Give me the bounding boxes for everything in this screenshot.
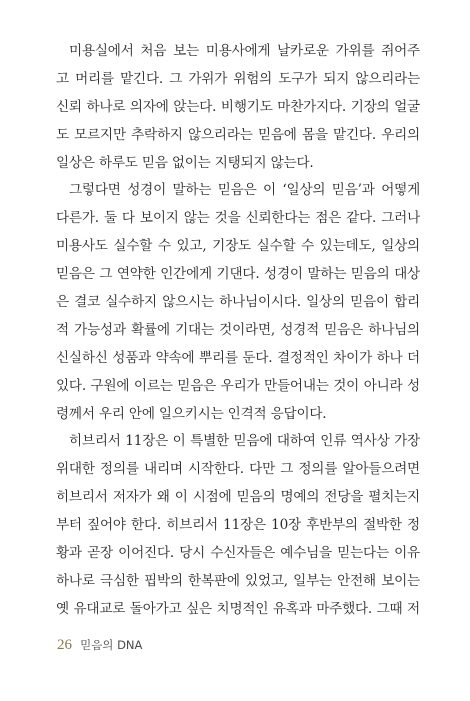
text-line: 히브리서 11장은 이 특별한 믿음에 대하여 인류 역사상 가장 [69, 433, 420, 450]
text-line: 고 머리를 맡긴다. 그 가위가 위험의 도구가 되지 않으리라는 [56, 70, 420, 87]
text-line: 미용실에서 처음 보는 미용사에게 날카로운 가위를 쥐어주 [69, 43, 420, 59]
text-line: 황과 곧장 이어진다. 당시 수신자들은 예수님을 믿는다는 이유 [56, 545, 420, 562]
text-line: 신실하신 성품과 약속에 뿌리를 둔다. 결정적인 차이가 하나 더 [56, 349, 420, 366]
text-line: 하나로 극심한 핍박의 한복판에 있었고, 일부는 안전해 보이는 [56, 572, 420, 589]
text-line: 부터 짚어야 한다. 히브리서 11장은 10장 후반부의 절박한 정 [56, 517, 420, 534]
text-line: 령께서 우리 안에 일으키시는 인격적 응답이다. [56, 405, 327, 422]
text-line: 그렇다면 성경이 말하는 믿음은 이 ‘일상의 믿음’과 어떻게 [69, 182, 420, 199]
text-line: 옛 유대교로 돌아가고 싶은 치명적인 유혹과 마주했다. 그때 저 [56, 600, 420, 617]
text-line: 다른가. 둘 다 보이지 않는 것을 신뢰한다는 점은 같다. 그러나 [56, 210, 420, 227]
page-footer [57, 634, 142, 654]
text-line: 은 결코 실수하지 않으시는 하나님이시다. 일상의 믿음이 합리 [56, 294, 420, 311]
text-line: 일상은 하루도 믿음 없이는 지탱되지 않는다. [56, 154, 314, 171]
text-line: 위대한 정의를 내리며 시작한다. 다만 그 정의를 알아들으려면 [56, 461, 420, 478]
running-title: 믿음의 DNA [80, 638, 143, 652]
page-number: 26 [57, 637, 72, 653]
text-line: 도 모르지만 추락하지 않으리라는 믿음에 몸을 맡긴다. 우리의 [56, 126, 420, 143]
text-line: 미용사도 실수할 수 있고, 기장도 실수할 수 있는데도, 일상의 [56, 238, 420, 255]
text-line: 신뢰 하나로 의자에 앉는다. 비행기도 마찬가지다. 기장의 얼굴 [56, 98, 420, 115]
page-body [56, 38, 420, 624]
text-line: 적 가능성과 확률에 기대는 것이라면, 성경적 믿음은 하나님의 [56, 321, 420, 338]
text-line: 믿음은 그 연약한 인간에게 기댄다. 성경이 말하는 믿음의 대상 [56, 266, 420, 283]
text-line: 있다. 구원에 이르는 믿음은 우리가 만들어내는 것이 아니라 성 [56, 377, 420, 394]
text-line: 히브리서 저자가 왜 이 시점에 믿음의 명예의 전당을 펼치는지 [56, 489, 420, 506]
